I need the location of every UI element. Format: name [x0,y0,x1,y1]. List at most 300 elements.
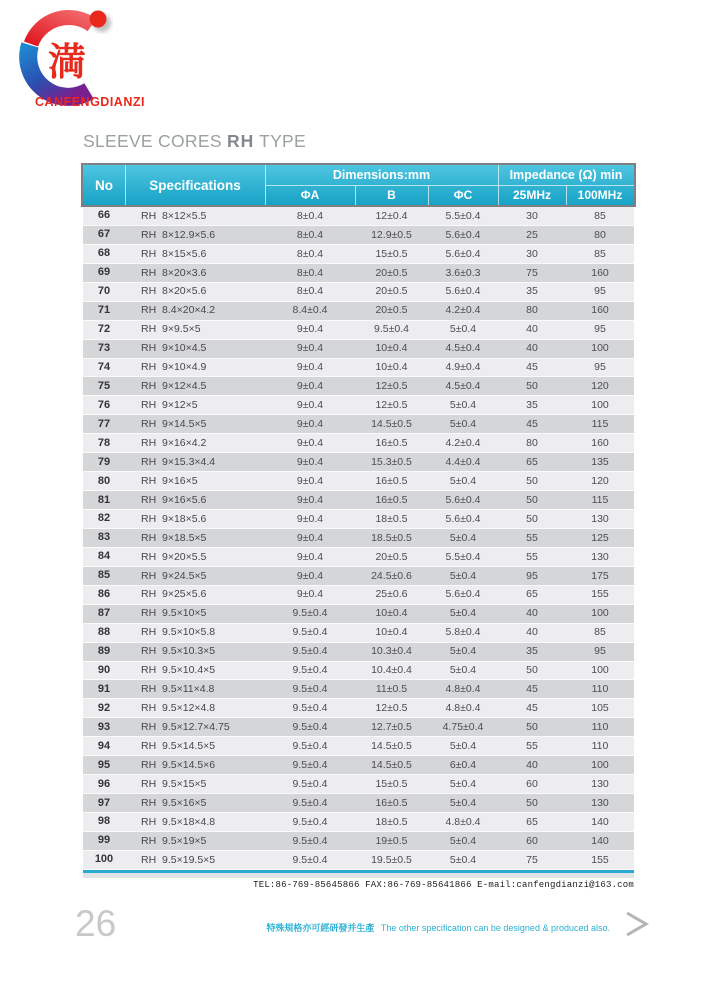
cell-b: 19±0.5 [375,834,408,847]
cell-phi-a: 9±0.4 [296,380,324,393]
table-row [83,321,634,340]
cell-phi-a: 9.5±0.4 [292,645,328,658]
cell-100mhz: 130 [591,796,609,809]
cell-100mhz: 115 [591,493,609,506]
cell-25mhz: 25 [526,228,538,241]
cell-no: 97 [97,796,111,809]
cell-100mhz: 160 [591,266,609,279]
table-row [83,586,634,605]
cell-phi-c: 5.5±0.4 [445,550,481,563]
cell-phi-c: 5±0.4 [449,607,477,620]
cell-phi-a: 9±0.4 [296,588,324,601]
header-divider [566,185,567,205]
cell-b: 10±0.4 [375,607,408,620]
cell-phi-a: 9.5±0.4 [292,834,328,847]
cell-no: 96 [97,777,111,790]
cell-spec: RH 9.5×10×5 [141,607,207,620]
table-row [83,396,634,415]
table-row [83,775,634,794]
table-row [83,283,634,302]
cell-b: 16±0.5 [375,474,408,487]
title-prefix: SLEEVE CORES [83,131,227,151]
table-row [83,264,634,283]
cell-b: 14.5±0.5 [371,739,412,752]
cell-no: 75 [97,379,111,392]
cell-spec: RH 8×12.9×5.6 [141,228,216,241]
cell-b: 18±0.5 [375,815,408,828]
cell-phi-a: 9.5±0.4 [292,626,328,639]
cell-b: 10±0.4 [375,626,408,639]
cell-100mhz: 100 [591,664,609,677]
cell-spec: RH 8×15×5.6 [141,247,207,260]
cell-b: 11±0.5 [375,683,408,696]
cell-100mhz: 155 [591,853,609,866]
cell-25mhz: 40 [526,758,538,771]
cell-spec: RH 9.5×12.7×4.75 [141,721,230,734]
table-row [83,567,634,586]
cell-25mhz: 55 [526,550,538,563]
cell-phi-c: 4.8±0.4 [445,702,481,715]
cell-phi-a: 9.5±0.4 [292,739,328,752]
header-no: No [95,177,113,193]
table-row [83,472,634,491]
cell-no: 69 [97,266,111,279]
cell-no: 90 [97,663,111,676]
cell-25mhz: 50 [526,796,538,809]
cell-100mhz: 100 [591,342,609,355]
cell-phi-a: 9±0.4 [296,436,324,449]
table-row [83,813,634,832]
cell-no: 100 [94,853,114,866]
cell-no: 93 [97,720,111,733]
cell-phi-a: 9.5±0.4 [292,853,328,866]
cell-25mhz: 30 [526,209,538,222]
cell-no: 95 [97,758,111,771]
cell-phi-c: 5.6±0.4 [445,588,481,601]
cell-phi-c: 5±0.4 [449,418,477,431]
cell-phi-c: 5±0.4 [449,474,477,487]
cell-phi-c: 5±0.4 [449,853,477,866]
cell-100mhz: 85 [594,247,606,260]
cell-phi-c: 5±0.4 [449,569,477,582]
cell-phi-a: 8±0.4 [296,209,324,222]
cell-100mhz: 110 [591,721,609,734]
cell-b: 15±0.5 [375,247,408,260]
cell-no: 67 [97,228,111,241]
cell-25mhz: 45 [526,361,538,374]
cell-phi-a: 9.5±0.4 [292,796,328,809]
cell-100mhz: 130 [591,550,609,563]
cell-no: 88 [97,626,111,639]
cell-no: 66 [97,209,111,222]
table-row [83,415,634,434]
cell-spec: RH 9.5×10.4×5 [141,664,216,677]
cell-no: 73 [97,342,111,355]
cell-spec: RH 8×12×5.5 [141,209,207,222]
cell-no: 99 [97,834,111,847]
table-row [83,680,634,699]
cell-25mhz: 45 [526,702,538,715]
footnote-chinese: 特殊規格亦可經研發并生產 [266,923,375,933]
header-impedance-group: Impedance (Ω) min [509,168,623,182]
cell-b: 15.3±0.5 [371,455,412,468]
cell-25mhz: 30 [526,247,538,260]
header-divider [355,185,356,205]
header-100mhz: 100MHz [577,188,623,202]
cell-100mhz: 100 [591,607,609,620]
cell-spec: RH 9.5×16×5 [141,796,207,809]
header-specifications: Specifications [149,177,241,193]
cell-100mhz: 100 [591,758,609,771]
cell-spec: RH 9.5×18×4.8 [141,815,216,828]
cell-spec: RH 9.5×11×4.8 [141,683,215,696]
table-row [83,226,634,245]
table-row [83,302,634,321]
cell-100mhz: 120 [591,474,609,487]
logo-dot-icon [90,11,107,28]
cell-b: 10±0.4 [375,361,408,374]
cell-no: 72 [97,323,111,336]
cell-phi-c: 5±0.4 [449,834,477,847]
cell-phi-a: 9±0.4 [296,531,324,544]
table-row [83,737,634,756]
cell-25mhz: 95 [526,569,538,582]
cell-phi-a: 8±0.4 [296,285,324,298]
table-row [83,794,634,813]
cell-100mhz: 130 [591,512,609,525]
spec-table-header [81,163,636,207]
cell-no: 86 [97,588,111,601]
cell-25mhz: 60 [526,777,538,790]
cell-spec: RH 9×12×5 [141,399,198,412]
cell-100mhz: 160 [591,436,609,449]
cell-spec: RH 9.5×14.5×5 [141,739,216,752]
cell-phi-a: 8±0.4 [296,228,324,241]
cell-25mhz: 45 [526,683,538,696]
cell-100mhz: 140 [591,815,609,828]
table-row [83,643,634,662]
cell-100mhz: 85 [594,209,606,222]
header-divider [428,185,429,205]
cell-phi-a: 9±0.4 [296,512,324,525]
cell-b: 20±0.5 [375,550,408,563]
table-bottom-shadow [83,873,634,878]
cell-25mhz: 80 [526,304,538,317]
cell-no: 81 [97,493,111,506]
cell-phi-a: 9±0.4 [296,361,324,374]
cell-no: 71 [97,304,111,317]
cell-25mhz: 80 [526,436,538,449]
cell-100mhz: 95 [594,645,606,658]
cell-phi-a: 9±0.4 [296,323,324,336]
cell-b: 20±0.5 [375,266,408,279]
cell-b: 24.5±0.6 [371,569,412,582]
cell-b: 10.4±0.4 [371,664,412,677]
cell-no: 87 [97,607,111,620]
cell-phi-a: 9.5±0.4 [292,721,328,734]
cell-no: 68 [97,247,111,260]
table-row [83,605,634,624]
cell-b: 12±0.4 [375,209,408,222]
cell-phi-a: 9±0.4 [296,418,324,431]
header-phi-a: ΦA [300,188,320,202]
table-row [83,832,634,851]
header-25mhz: 25MHz [512,188,551,202]
cell-phi-c: 5.6±0.4 [445,285,481,298]
cell-phi-c: 3.6±0.3 [445,266,481,279]
cell-no: 80 [97,474,111,487]
cell-phi-c: 6±0.4 [449,758,477,771]
cell-spec: RH 9.5×12×4.8 [141,702,216,715]
cell-b: 20±0.5 [375,285,408,298]
cell-25mhz: 45 [526,418,538,431]
cell-phi-a: 9±0.4 [296,569,324,582]
cell-phi-a: 8±0.4 [296,247,324,260]
cell-25mhz: 75 [526,266,538,279]
cell-phi-a: 9.5±0.4 [292,815,328,828]
cell-spec: RH 8×20×3.6 [141,266,207,279]
cell-phi-a: 9.5±0.4 [292,607,328,620]
title-series: RH [226,131,255,151]
cell-b: 14.5±0.5 [371,418,412,431]
cell-b: 12.7±0.5 [371,721,412,734]
brand-name: CANFENGDIANZI [35,95,145,109]
cell-no: 91 [97,682,111,695]
cell-25mhz: 60 [526,834,538,847]
cell-25mhz: 50 [526,380,538,393]
cell-phi-a: 8±0.4 [296,266,324,279]
table-row [83,377,634,396]
cell-100mhz: 120 [591,380,609,393]
cell-phi-c: 5.8±0.4 [445,626,481,639]
cell-phi-c: 5±0.4 [449,739,477,752]
cell-25mhz: 50 [526,664,538,677]
cell-100mhz: 100 [591,399,609,412]
cell-no: 85 [97,569,111,582]
cell-100mhz: 105 [591,702,609,715]
cell-phi-a: 9.5±0.4 [292,702,328,715]
cell-spec: RH 9×14.5×5 [141,418,207,431]
cell-phi-a: 9.5±0.4 [292,683,328,696]
cell-no: 82 [97,512,111,525]
footnote [266,921,610,934]
cell-phi-a: 9.5±0.4 [292,664,328,677]
cell-100mhz: 135 [591,455,609,468]
cell-spec: RH 9×10×4.5 [141,342,207,355]
cell-spec: RH 9×18×5.6 [141,512,207,525]
cell-phi-c: 5.5±0.4 [445,209,481,222]
header-divider [265,185,634,186]
cell-phi-c: 4.8±0.4 [445,683,481,696]
header-divider [125,165,126,205]
cell-25mhz: 40 [526,323,538,336]
cell-phi-c: 5±0.4 [449,777,477,790]
table-row [83,529,634,548]
table-row [83,699,634,718]
cell-25mhz: 50 [526,493,538,506]
cell-phi-c: 5.6±0.4 [445,512,481,525]
spec-table [83,207,634,878]
cell-no: 76 [97,398,111,411]
cell-phi-c: 5±0.4 [449,323,477,336]
cell-phi-c: 5±0.4 [449,664,477,677]
cell-no: 89 [97,645,111,658]
cell-100mhz: 160 [591,304,609,317]
table-row [83,756,634,775]
cell-100mhz: 130 [591,777,609,790]
cell-25mhz: 40 [526,626,538,639]
cell-phi-a: 9.5±0.4 [292,777,328,790]
cell-25mhz: 65 [526,588,538,601]
cell-no: 77 [97,417,111,430]
cell-b: 16±0.5 [375,796,408,809]
table-row [83,245,634,264]
cell-phi-a: 8.4±0.4 [292,304,328,317]
cell-25mhz: 40 [526,607,538,620]
cell-100mhz: 95 [594,285,606,298]
page-number: 26 [75,903,117,944]
cell-phi-a: 9±0.4 [296,474,324,487]
title-suffix: TYPE [254,131,306,151]
table-row [83,207,634,226]
cell-phi-c: 5±0.4 [449,796,477,809]
cell-spec: RH 9×16×5.6 [141,493,207,506]
cell-spec: RH 9.5×10×5.8 [141,626,216,639]
cell-25mhz: 55 [526,531,538,544]
cell-100mhz: 125 [591,531,609,544]
cell-25mhz: 55 [526,739,538,752]
cell-25mhz: 50 [526,721,538,734]
cell-phi-c: 4.4±0.4 [445,455,481,468]
cell-100mhz: 115 [591,418,609,431]
cell-b: 18±0.5 [375,512,408,525]
cell-100mhz: 155 [591,588,609,601]
cell-no: 79 [97,455,111,468]
cell-b: 9.5±0.4 [374,323,409,336]
cell-phi-c: 4.2±0.4 [445,436,481,449]
table-row [83,851,634,870]
page-title [83,131,306,152]
cell-spec: RH 9×9.5×5 [141,323,201,336]
cell-phi-c: 5.6±0.4 [445,228,481,241]
cell-100mhz: 140 [591,834,609,847]
cell-phi-a: 9±0.4 [296,550,324,563]
cell-phi-c: 5.6±0.4 [445,493,481,506]
cell-phi-c: 5±0.4 [449,531,477,544]
cell-phi-a: 9±0.4 [296,455,324,468]
cell-phi-c: 4.75±0.4 [442,721,484,734]
table-row [83,548,634,567]
table-row [83,359,634,378]
cell-spec: RH 9×24.5×5 [141,569,207,582]
cell-spec: RH 9×15.3×4.4 [141,455,216,468]
table-row [83,434,634,453]
cell-phi-c: 4.5±0.4 [445,380,481,393]
cell-phi-c: 4.9±0.4 [445,361,481,374]
cell-100mhz: 175 [591,569,609,582]
cell-b: 18.5±0.5 [371,531,412,544]
cell-phi-a: 9.5±0.4 [292,758,328,771]
cell-100mhz: 95 [594,323,606,336]
cell-phi-c: 5±0.4 [449,399,477,412]
cell-b: 19.5±0.5 [371,853,412,866]
cell-100mhz: 95 [594,361,606,374]
cell-phi-a: 9±0.4 [296,399,324,412]
cell-25mhz: 65 [526,815,538,828]
cell-no: 74 [97,360,111,373]
cell-b: 16±0.5 [375,436,408,449]
cell-b: 15±0.5 [375,777,408,790]
cell-b: 10.3±0.4 [371,645,412,658]
table-row [83,340,634,359]
cell-phi-c: 5±0.4 [449,645,477,658]
cell-25mhz: 50 [526,474,538,487]
cell-no: 70 [97,285,111,298]
cell-25mhz: 40 [526,342,538,355]
cell-b: 25±0.6 [375,588,408,601]
table-row [83,718,634,737]
cell-spec: RH 9.5×19×5 [141,834,207,847]
cell-b: 12±0.5 [375,702,408,715]
table-row [83,662,634,681]
footnote-english: The other specification can be designed & produced also. [380,923,610,933]
cell-no: 92 [97,701,111,714]
contact-line: TEL:86-769-85645866 FAX:86-769-85641866 E-mail:canfengdianzi@163.com [253,880,634,890]
spec-table-body [83,207,634,870]
cell-spec: RH 9×16×4.2 [141,436,207,449]
cell-100mhz: 110 [591,739,609,752]
cell-spec: RH 9.5×10.3×5 [141,645,216,658]
table-row [83,624,634,643]
cell-no: 83 [97,531,111,544]
cell-100mhz: 110 [591,683,609,696]
header-phi-c: ΦC [453,188,473,202]
cell-spec: RH 8×20×5.6 [141,285,207,298]
cell-no: 84 [97,550,111,563]
cell-b: 10±0.4 [375,342,408,355]
cell-25mhz: 35 [526,645,538,658]
cell-25mhz: 50 [526,512,538,525]
cell-phi-c: 4.2±0.4 [445,304,481,317]
cell-spec: RH 9×20×5.5 [141,550,207,563]
cell-spec: RH 9×10×4.9 [141,361,207,374]
cell-b: 20±0.5 [375,304,408,317]
cell-25mhz: 35 [526,399,538,412]
cell-100mhz: 80 [594,228,606,241]
cell-spec: RH 9×25×5.6 [141,588,207,601]
cell-spec: RH 9.5×15×5 [141,777,207,790]
cell-phi-c: 5.6±0.4 [445,247,481,260]
cell-no: 98 [97,815,111,828]
cell-spec: RH 9×12×4.5 [141,380,207,393]
cell-b: 14.5±0.5 [371,758,412,771]
cell-b: 12±0.5 [375,399,408,412]
cell-25mhz: 75 [526,853,538,866]
table-row [83,510,634,529]
cell-b: 16±0.5 [375,493,408,506]
cell-25mhz: 35 [526,285,538,298]
cell-spec: RH 8.4×20×4.2 [141,304,216,317]
table-row [83,453,634,472]
header-dimensions-group: Dimensions:mm [332,168,431,182]
next-page-chevron-icon[interactable] [623,908,651,945]
cell-b: 12.9±0.5 [371,228,412,241]
cell-phi-a: 9±0.4 [296,342,324,355]
cell-25mhz: 65 [526,455,538,468]
cell-phi-c: 4.8±0.4 [445,815,481,828]
cell-phi-c: 4.5±0.4 [445,342,481,355]
cell-spec: RH 9.5×14.5×6 [141,758,216,771]
